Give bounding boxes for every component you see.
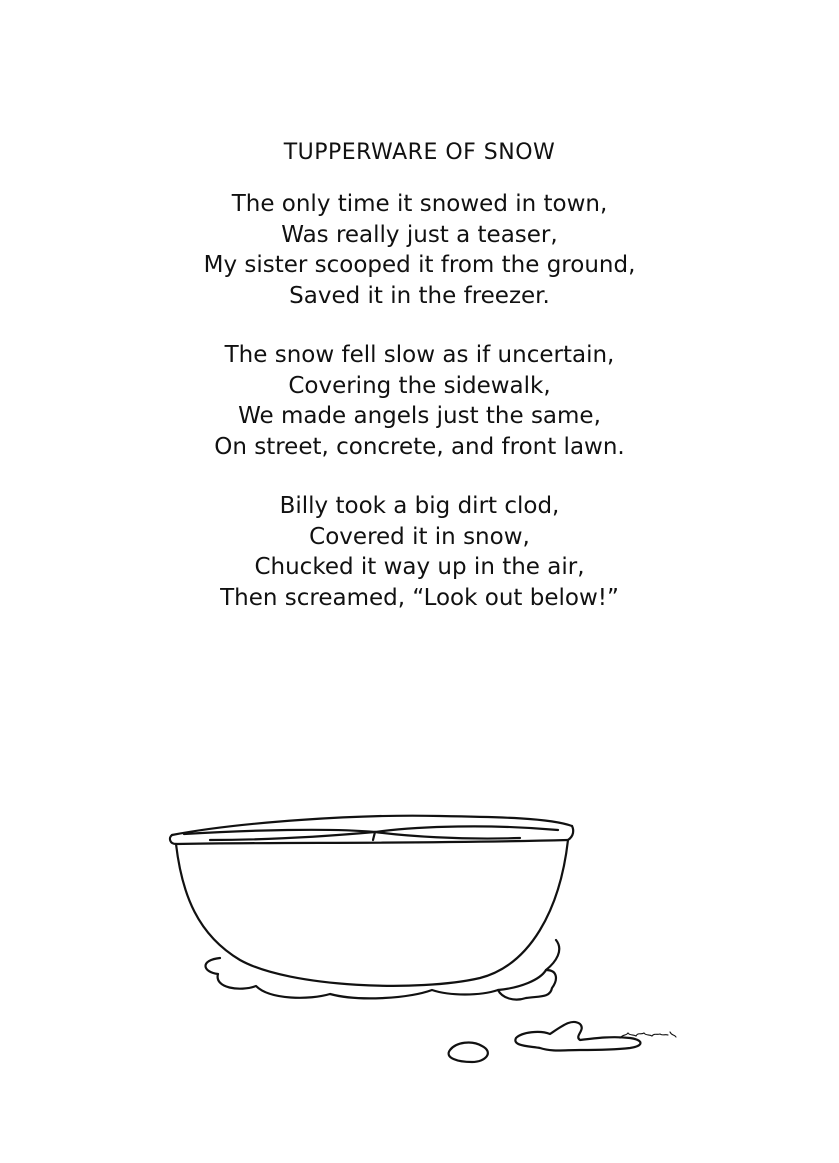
- tupperware-bowl-drawing: [160, 800, 700, 1090]
- bowl-body: [176, 840, 568, 986]
- lid-left-edge: [170, 835, 176, 844]
- poem: [0, 133, 839, 642]
- poem-line: Chucked it way up in the air,: [254, 554, 585, 580]
- poem-line: The only time it snowed in town,: [231, 191, 608, 217]
- poem-title: TUPPERWARE OF SNOW: [283, 140, 556, 165]
- stanza-1: [0, 189, 839, 311]
- bowl-illustration: [160, 800, 700, 1090]
- poem-line: Then screamed, “Look out below!”: [220, 584, 619, 611]
- splash-blob-1: [449, 1043, 488, 1062]
- stanza-2: [0, 340, 839, 462]
- lid-right-edge: [568, 826, 573, 840]
- poem-line: Saved it in the freezer.: [289, 282, 550, 309]
- poem-line: My sister scooped it from the ground,: [203, 252, 636, 278]
- poem-line: On street, concrete, and front lawn.: [214, 433, 625, 460]
- poem-line: Billy took a big dirt clod,: [279, 493, 560, 519]
- stanza-3: [0, 491, 839, 613]
- poem-line: We made angels just the same,: [238, 403, 601, 429]
- poem-line: Covered it in snow,: [309, 523, 530, 550]
- poem-line: Was really just a teaser,: [281, 221, 558, 248]
- poem-line: The snow fell slow as if uncertain,: [224, 342, 615, 368]
- poem-line: Covering the sidewalk,: [288, 372, 551, 399]
